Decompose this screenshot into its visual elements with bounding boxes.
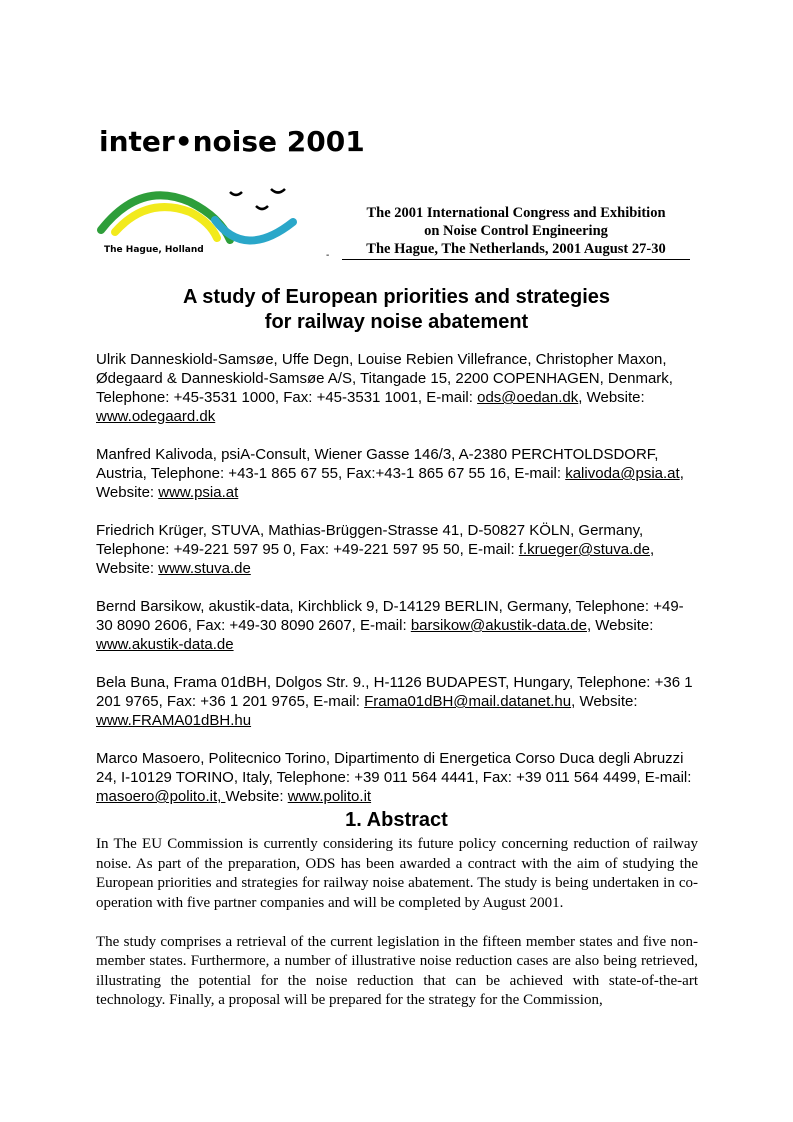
website-label: , Website: <box>578 389 645 406</box>
abstract-paragraph: The study comprises a retrieval of the current legislation in the fifteen member states and five non-member states. Furthermore, a number of illustrative noise reduction cases are also being retrieved, illustrating the potential for the noise reduction that can be achieved with state-of-the-art technology. Finally, a proposal will be prepared for the strategy for the Commission, <box>96 933 698 1008</box>
website-label: , Website: <box>571 693 638 710</box>
author-email-link[interactable]: Frama01dBH@mail.datanet.hu <box>364 693 572 710</box>
author-text: Friedrich Krüger, STUVA, Mathias-Brüggen-Strasse 41, D-50827 KÖLN, Germany, Telephone: +49-221 597 95 0, Fax: +49-221 597 95 50, E-mail: <box>96 522 644 558</box>
paper-title <box>96 285 697 335</box>
author-text: Bernd Barsikow, akustik-data, Kirchblick 9, D-14129 BERLIN, Germany, Telephone: +49-30 8090 2606, Fax: +49-30 8090 2607, E-mail: <box>96 598 684 634</box>
author-website-link[interactable]: www.psia.at <box>158 484 239 501</box>
author-block <box>96 350 700 426</box>
website-label: , Website: <box>96 541 655 577</box>
paper-title-line-2: for railway noise abatement <box>264 311 529 333</box>
author-website-link[interactable]: www.FRAMA01dBH.hu <box>96 712 252 729</box>
logo-bird-1 <box>230 192 242 195</box>
author-block <box>96 445 700 502</box>
author-email-link[interactable]: ods@oedan.dk <box>477 389 579 406</box>
conference-logo-title: inter•noise 2001 <box>99 125 365 158</box>
website-label: , Website: <box>96 465 684 501</box>
header-divider <box>342 259 690 260</box>
author-block <box>96 673 700 730</box>
author-text: Bela Buna, Frama 01dBH, Dolgos Str. 9., H-1126 BUDAPEST, Hungary, Telephone: +36 1 201 9765, Fax: +36 1 201 9765, E-mail: <box>96 674 693 710</box>
logo-bird-2 <box>271 189 285 193</box>
author-block <box>96 597 700 654</box>
website-label: , Website: <box>586 617 654 634</box>
author-block <box>96 521 700 578</box>
author-website-link[interactable]: www.odegaard.dk <box>96 408 216 425</box>
author-block <box>96 749 700 806</box>
author-email-link[interactable]: f.krueger@stuva.de <box>518 541 650 558</box>
author-email-link[interactable]: masoero@polito.it, <box>96 788 226 805</box>
author-website-link[interactable]: www.stuva.de <box>158 560 251 577</box>
header-line-3: The Hague, The Netherlands, 2001 August 27-30 <box>366 241 666 257</box>
section-heading-abstract: 1. Abstract <box>345 809 448 831</box>
header-line-1: The 2001 International Congress and Exhibition <box>366 205 666 221</box>
author-email-link[interactable]: barsikow@akustik-data.de <box>410 617 587 634</box>
abstract-paragraph: In The EU Commission is currently considering its future policy concerning reduction of railway noise. As part of the preparation, ODS has been awarded a contract with the aim of studying the European priorities and strategies for railway noise abatement. The study is being undertaken in co-operation with five partner companies and will be completed by August 2001. <box>96 836 698 911</box>
header-line-2: on Noise Control Engineering <box>424 223 608 239</box>
author-email-link[interactable]: kalivoda@psia.at <box>565 465 680 482</box>
conference-header <box>342 204 690 258</box>
author-website-link[interactable]: www.polito.it <box>287 788 372 805</box>
author-text: Ulrik Danneskiold-Samsøe, Uffe Degn, Louise Rebien Villefrance, Christopher Maxon, Ødegaard & Danneskiold-Samsøe A/S, Titangade 15, 2200 COPENHAGEN, Denmark, Telephone: +45-3531 1000, Fax: +45-3531 1001, E-mail: <box>96 351 673 406</box>
author-text: Marco Masoero, Politecnico Torino, Dipartimento di Energetica Corso Duca degli Abruzzi 24, I-10129 TORINO, Italy, Telephone: +39 011 564 4441, Fax: +39 011 564 4499, E-mail: <box>96 750 692 786</box>
header-marker: - <box>326 250 330 261</box>
abstract-body <box>96 835 698 1030</box>
author-website-link[interactable]: www.akustik-data.de <box>96 636 234 653</box>
author-text: Manfred Kalivoda, psiA-Consult, Wiener Gasse 146/3, A-2380 PERCHTOLDSDORF, Austria, Telephone: +43-1 865 67 55, Fax:+43-1 865 67 55 16, E-mail: <box>96 446 659 482</box>
conference-logo-waves-icon <box>95 182 320 254</box>
paper-title-line-1: A study of European priorities and strategies <box>182 286 611 308</box>
author-list <box>96 350 700 825</box>
website-label: Website: <box>225 788 288 805</box>
logo-bird-3 <box>256 206 268 209</box>
logo-caption: The Hague, Holland <box>104 245 204 255</box>
